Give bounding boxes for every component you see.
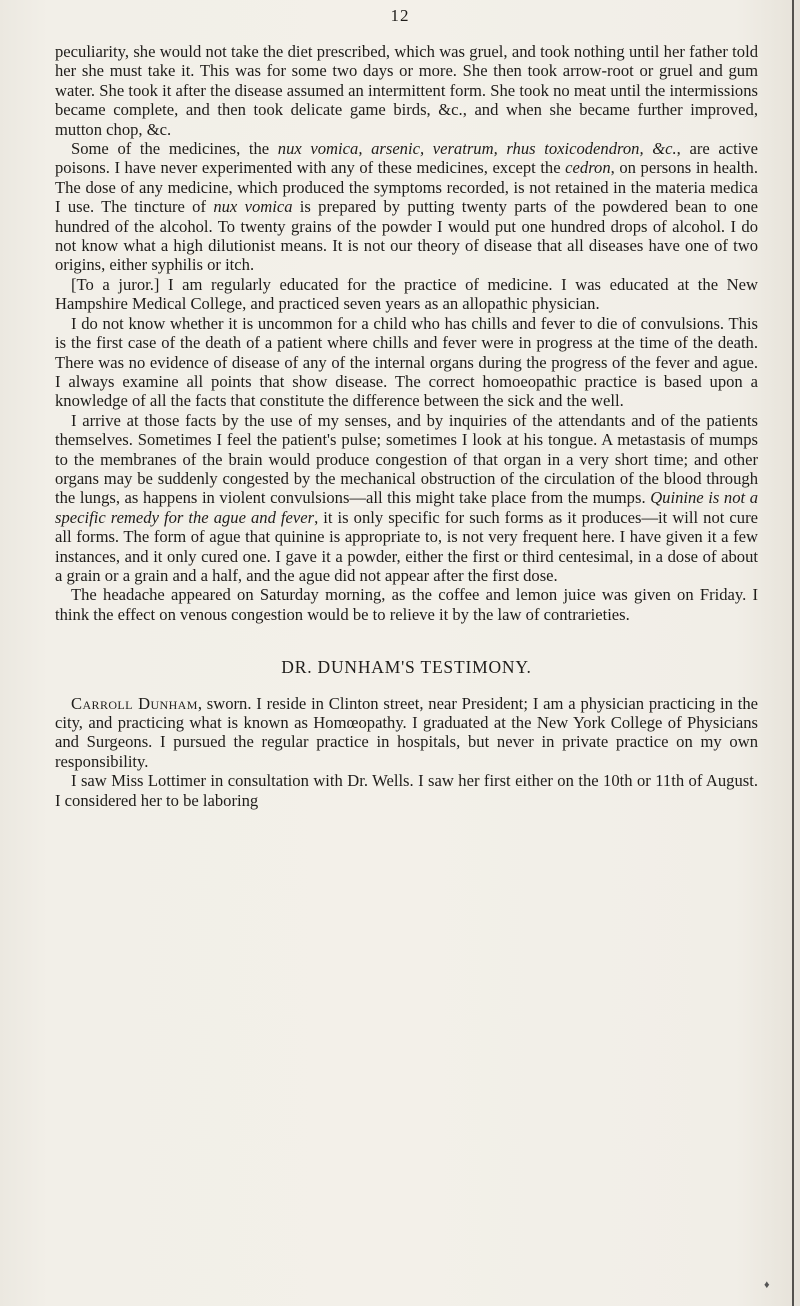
paragraph-convulsions: I do not know whether it is uncommon for a child who has chills and fever to die of convulsions. This is the first case of the death of a patient where chills and fever were in progress at the time of the death. There was no evidence of disease of any of the internal organs during the progress of the fever and ague. I always examine all points that show disease. The correct homoeopathic practice is based upon a knowledge of all the facts that constitute the difference between the sick and the well. (55, 313, 758, 411)
paragraph-facts: I arrive at those facts by the use of my senses, and by inquiries of the attendants and of the patients themselves. Sometimes I feel the patient's pulse; sometimes I look at his tongue. A metastasis of mumps to the membranes of the brain would produce congestion of that organ in a very short time; and other organs may be suddenly congested by the mechanical obstruction of the circulation of the blood through the lungs, as happens in violent convulsions—all this might take place from the mumps. Quinine is not a specific remedy for the ague and fever, it is only specific for such forms as it produces—it will not cure all forms. The form of ague that quinine is appropriate to, is not very frequent here. I have given it a few instances, and it only cured one. I gave it a powder, either the first or third centesimal, in a dose of about a grain or a grain and a half, and the ague did not appear after the first dose. (55, 410, 758, 585)
paragraph-medicines: Some of the medicines, the nux vomica, arsenic, veratrum, rhus toxicodendron, &c., are active poisons. I have never experimented with any of these medicines, except the cedron, on persons in health. The dose of any medicine, which produced the symptoms recorded, is not retained in the materia medica I use. The tincture of nux vomica is prepared by putting twenty parts of the powdered bean to one hundred of the alcohol. To twenty grains of the powder I would put one hundred drops of alcohol. I do not know what a high dilutionist means. It is not our theory of disease that all diseases have one of two origins, either syphilis or itch. (55, 139, 758, 275)
witness-name: Carroll Dunham (71, 693, 198, 713)
page-edge-shadow (792, 0, 794, 1306)
paragraph-continuation: peculiarity, she would not take the diet prescribed, which was gruel, and took nothing until her father told her she must take it. This was for some two days or more. She then took arrow-root or gruel and gum water. She took it after the disease assumed an intermittent form. She took no meat until the intermissions became complete, and then took delicate game birds, &c., and when she became further improved, mutton chop, &c. (55, 42, 758, 139)
section-heading: DR. DUNHAM'S TESTIMONY. (281, 657, 532, 678)
paragraph-juror: [To a juror.] I am regularly educated for the practice of medicine. I was educated at the New Hampshire Medical College, and practiced seven years as an allopathic physician. (55, 274, 758, 314)
paragraph-lottimer: I saw Miss Lottimer in consultation with Dr. Wells. I saw her first either on the 10th or 11th of August. I considered her to be laboring (55, 771, 758, 810)
page-number: 12 (390, 6, 410, 25)
paragraph-dunham-sworn: Carroll Dunham, sworn. I reside in Clinton street, near President; I am a physician practicing in the city, and practicing what is known as Homœopathy. I graduated at the New York College of Physicians and Surgeons. I pursued the regular practice in hospitals, but never in private practice on my own responsibility. (55, 693, 758, 771)
ornament-mark: ♦ (764, 1279, 770, 1291)
paragraph-headache: The headache appeared on Saturday morning, as the coffee and lemon juice was given on Friday. I think the effect on venous congestion would be to relieve it by the law of contrarieties. (55, 585, 758, 624)
body-text (55, 42, 758, 810)
